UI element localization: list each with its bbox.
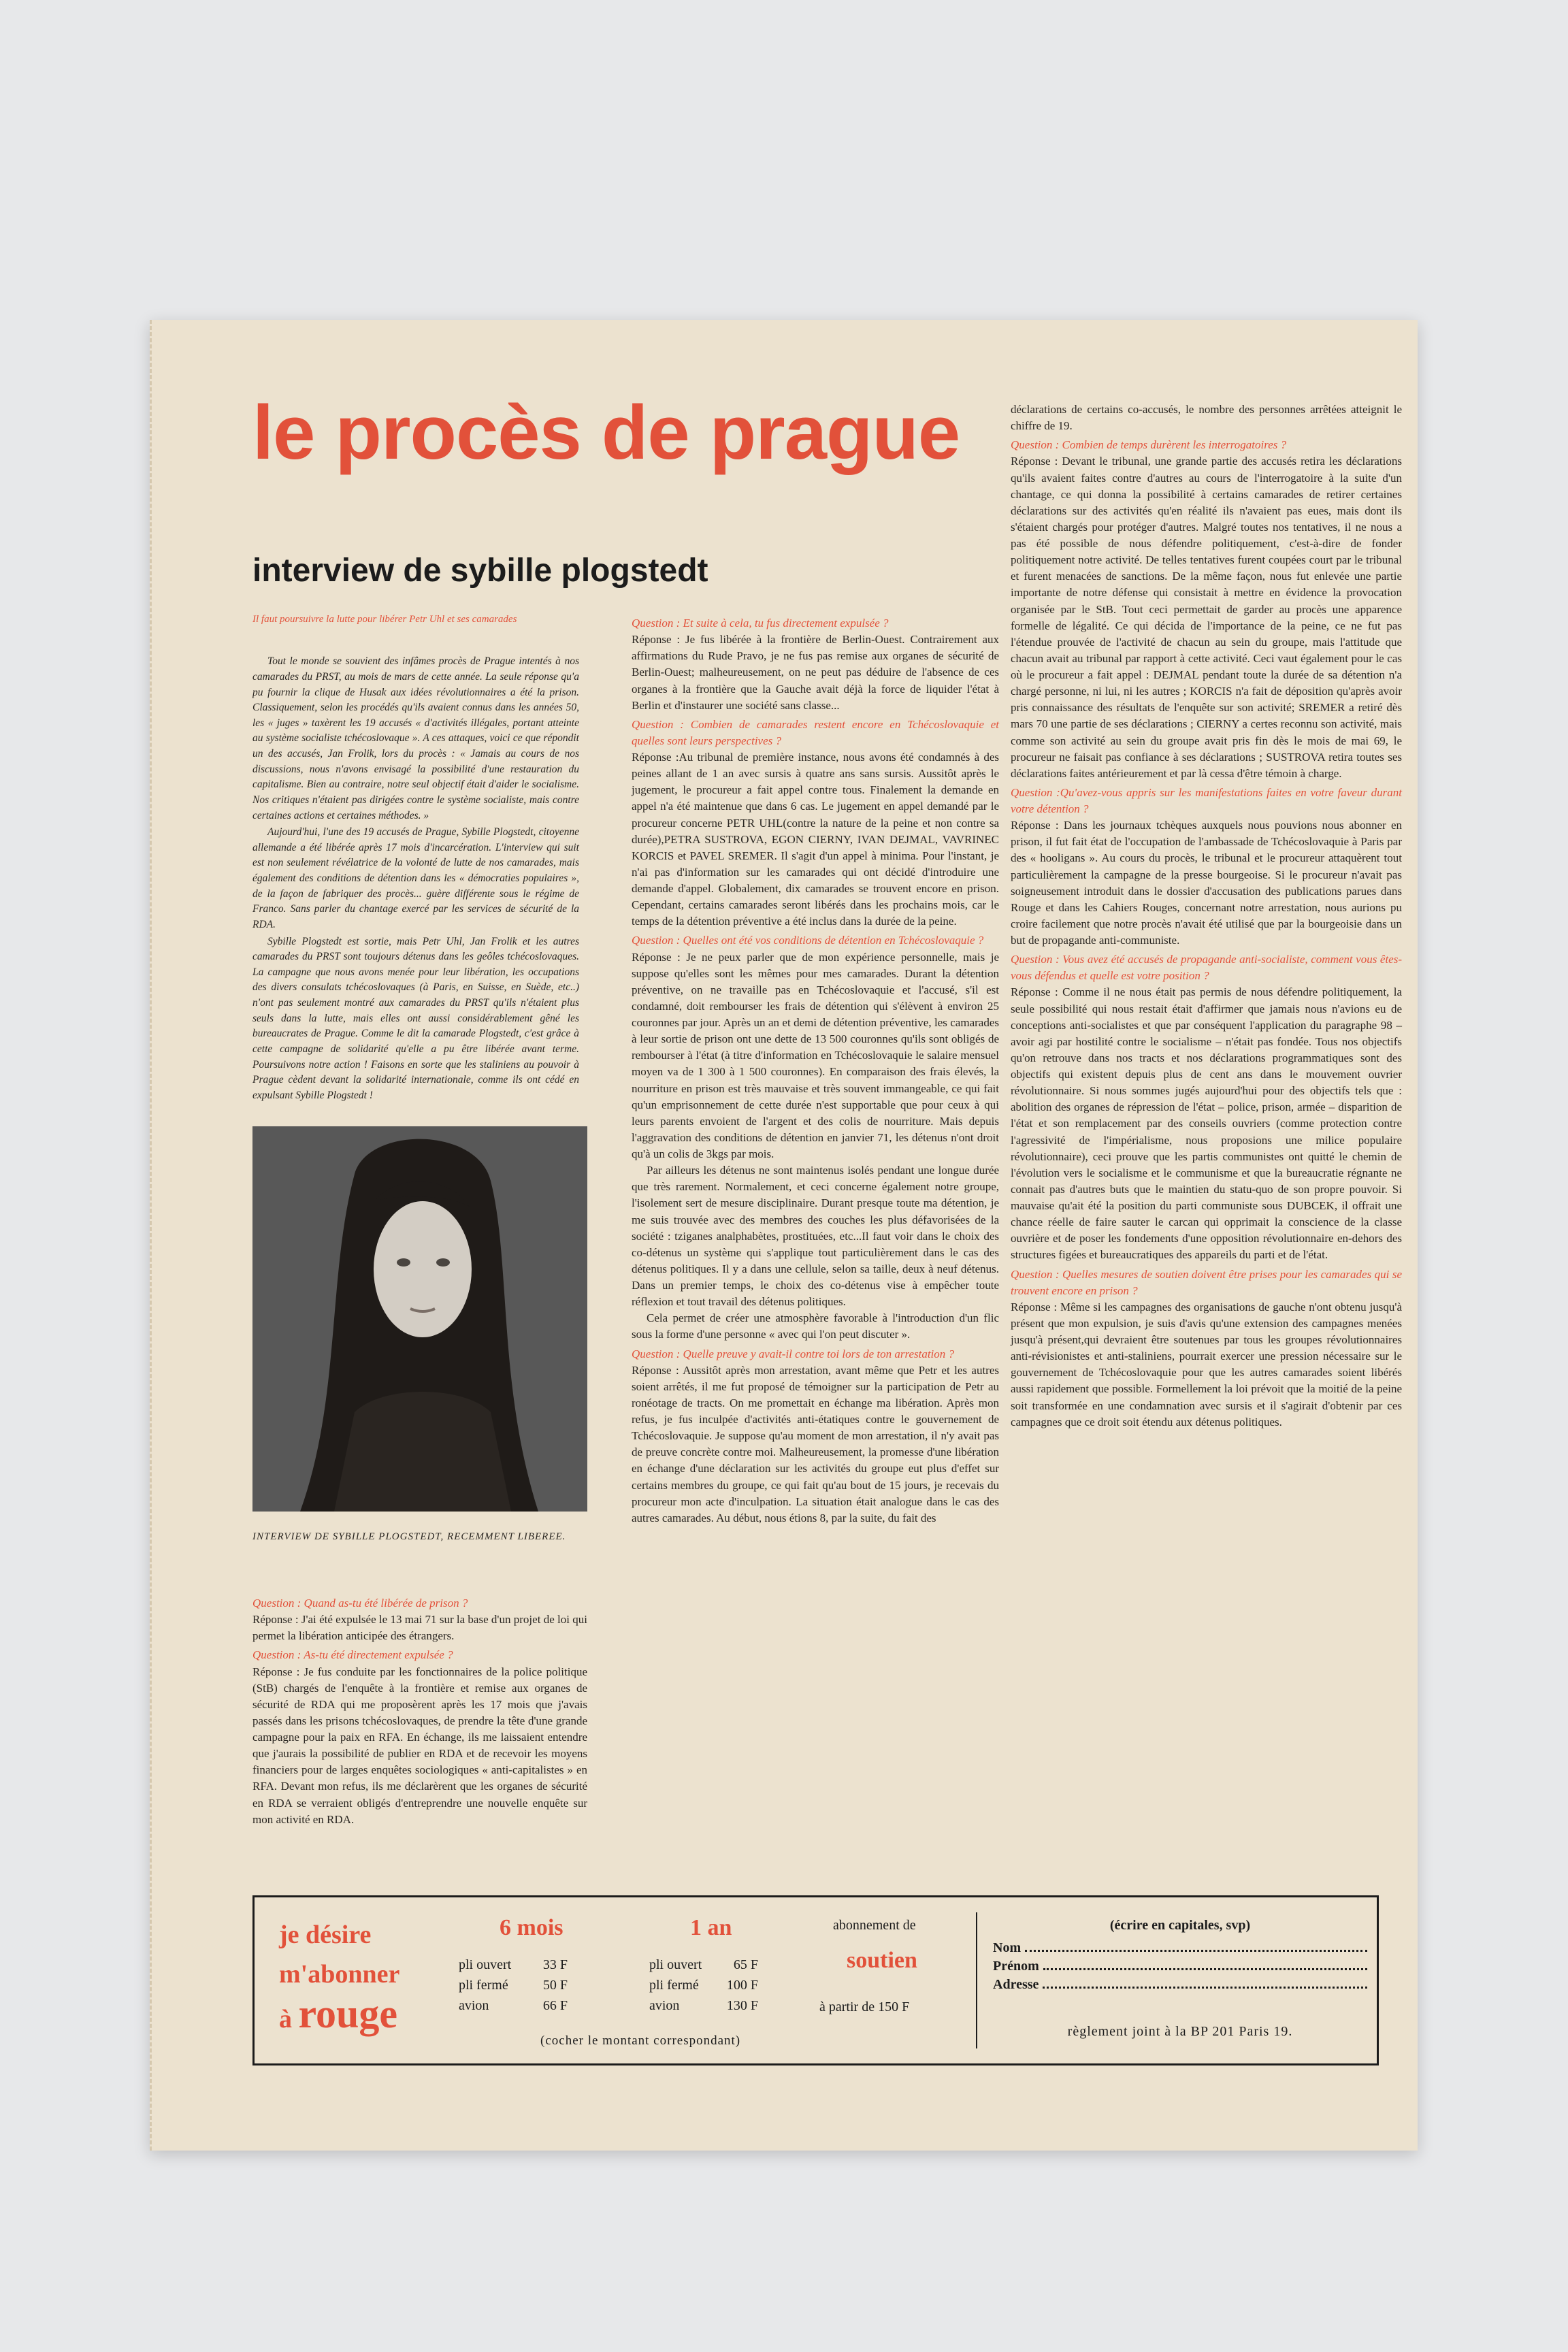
support-top: abonnement de [833, 1918, 916, 1933]
answer: Réponse :Au tribunal de première instance, nous avons été condamnés à des peines allant de 1 an avec sursis à quatre ans sans sursis. Aussitôt après le jugement, le procureur a fait appel contre tous. Finalement la demande en appel n'a été maintenue que dans 6 cas. Le jugement en appel demandé par le procureur concerne PETR UHL(contre la nature de la peine et non contre sa durée),PETRA SUSTROVA, EGON CIERNY, IVAN DEJMAL, VAVRINEC KORCIS et PAVEL SREMER. Il s'agit d'un appel à minima. Pour l'instant, je n'ai pas d'information sur les camarades qui ont décidé d'introduire une demande d'appel. Globalement, dix camarades se trouvent encore en prison. Cependant, certains camarades seront libérés dans les prochains mois, car le temps de la détention préventive a été inclus dans la durée de la peine. [632, 751, 999, 928]
intro-paragraph: Sybille Plogstedt est sortie, mais Petr Uhl, Jan Frolik et les autres camarades du PRST sont toujours détenus dans les geôles tchécoslovaques. La campagne que nous avons menée pour leur libération, les occupations des divers consulats tchécoslovaques (à Paris, en Suisse, en Suède, etc..) n'ont pas seulement montré aux camarades du PRST qu'ils n'étaient plus seuls dans la lutte, mais elles ont aussi considérablement gêné les bureaucrates de Prague. Comme le dit la camarade Plogstedt, c'est grâce à cette campagne de solidarité qu'elle a pu être libérée avant terme. Poursuivons notre action ! Faisons en sorte que les staliniens au pouvoir à Prague cèdent devant la solidarité internationale, comme ils ont cédé en expulsant Sybille Plogstedt ! [252, 935, 579, 1101]
form-instruction: (écrire en capitales, svp) [1109, 1918, 1251, 1933]
name-field[interactable] [993, 1940, 1367, 1956]
column-1-intro [252, 612, 579, 1105]
question: Question : Quelle preuve y avait-il contre toi lors de ton arrestation ? [632, 1347, 955, 1360]
question: Question : Vous avez été accusés de propagande anti-socialiste, comment vous êtes-vous défendus et quelle est votre position ? [1011, 953, 1402, 983]
answer: Réponse : Comme il ne nous était pas permis de nous défendre politiquement, la seule possibilité qui nous restait était d'affirmer que jamais nous n'avions eu de conceptions anti-socialistes et que par conséquent l'application du paragraphe 98 – avoir agi par hostilité contre le socialisme – n'était pas fondée. Tous nos objectifs qu'on retrouve dans nos tracts et nos déclarations programmatiques sont des objectifs qui existent depuis plus de cent ans dans le mouvement ouvrier révolutionnaire. Si nous sommes jugés aujourd'hui pour des objectifs tels que : abolition des organes de répression de l'état – police, prison, armée – disparition de l'état et son remplacement par des conseils ouvriers (comme protection contre l'agressivité de l'impérialisme, nous proposions une milice populaire révolutionnaire), ceci prouve que les partis communistes ont quitté le chemin de l'évolution vers le socialisme et le communisme et que la bureaucratie régnante ne connait pas d'autres buts que le maintien du statu-quo de son propre pouvoir. Si mauvaise qu'ait été la position du parti communiste sous DUBCEK, il offrait une chance réelle de faire sauter le carcan qui opprimait la conscience de la classe ouvrière et de poser les fondements d'une opposition révolutionnaire en-dehors des structures figées et bureaucratiques des appareils du parti et de l'état. [1011, 985, 1402, 1262]
field-label: Prénom [993, 1959, 1039, 1974]
rate-label: pli ouvert [649, 1957, 702, 1972]
photo-caption: INTERVIEW DE SYBILLE PLOGSTEDT, RECEMMENT LIBEREE. [252, 1531, 566, 1542]
rate-value: 50 F [542, 1978, 568, 1993]
field-label: Adresse [993, 1977, 1039, 1992]
headline-word: à [279, 2005, 292, 2034]
article-subtitle: interview de sybille plogstedt [252, 553, 708, 589]
rate-value: 66 F [542, 1998, 568, 2013]
rate-label: avion [459, 1998, 489, 2013]
headline-line: m'abonner [279, 1960, 400, 1989]
rouge-logo: rouge [298, 1991, 398, 2036]
firstname-field[interactable] [993, 1959, 1367, 1974]
rate-option[interactable] [459, 1955, 568, 1975]
rate-option[interactable] [649, 1995, 758, 2016]
rate-option[interactable] [459, 1995, 568, 2016]
support-amount: à partir de 150 F [819, 1999, 910, 2014]
portrait-illustration [252, 1126, 587, 1512]
question: Question : Et suite à cela, tu fus directement expulsée ? [632, 617, 889, 630]
rate-value: 33 F [542, 1957, 568, 1972]
answer: Réponse : J'ai été expulsée le 13 mai 71 sur la base d'un projet de loi qui permet la libération anticipée des étrangers. [252, 1613, 587, 1643]
answer-paragraph: Cela permet de créer une atmosphère favorable à l'introduction d'un flic sous la forme d'une personne « avec qui l'on peut discuter ». [632, 1311, 999, 1341]
portrait-photo [252, 1126, 587, 1512]
address-form [993, 1918, 1367, 2040]
question: Question :Qu'avez-vous appris sur les manifestations faites en votre faveur durant votre détention ? [1011, 785, 1402, 815]
article-title: le procès de prague [252, 390, 960, 475]
rate-value: 130 F [726, 1998, 758, 2013]
six-months-options[interactable] [459, 1955, 568, 2016]
six-months-heading: 6 mois [500, 1915, 564, 1940]
one-year-heading: 1 an [690, 1915, 732, 1940]
answer-continued: déclarations de certains co-accusés, le nombre des personnes arrêtées atteignit le chiffre de 19. [1011, 403, 1402, 433]
intro-paragraph: Tout le monde se souvient des infâmes procès de Prague intentés à nos camarades du PRST, au mois de mars de cette année. La seule réponse qu'a pu fournir la clique de Husak aux idées révolutionnaires a été la prison. Classiquement, selon les procédés qu'ils avaient connus dans les années 50, les « juges » taxèrent les 19 accusés « d'activités illégales, portant atteinte au système socialiste tchécoslovaque ». A ces attaques, voici ce que répondit un des accusés, Jan Frolik, lors du procès : « Jamais au cours de nos discussions, nous n'avons envisagé la possibilité d'une restauration du capitalisme. Bien au contraire, notre seul objectif était d'aider le socialisme. Nos critiques n'étaient pas dirigées contre le système socialiste, mais contre certaines actions et certaines méthodes. » [252, 655, 579, 821]
field-line[interactable] [1025, 1940, 1367, 1952]
answer: Réponse : Même si les campagnes des organisations de gauche n'ont obtenu jusqu'à présent que mon expulsion, je suis d'avis qu'une extension des campagnes menées jusqu'à présent,qui devraient être soutenues par tous les groupes révolutionnaires anti-révisionistes et anti-staliniens, pourrait exercer une pression nécessaire sur le gouvernement de Tchécoslovaquie pour que les autres camarades soient libérés aussi rapidement que possible. Formellement la loi prévoit que la moitié de la peine soit transformée en une condamnation avec sursis et il s'agirait d'obtenir par ces campagnes que ce droit soit étendu aux détenus politiques. [1011, 1300, 1402, 1428]
headline-line: je désire [279, 1921, 372, 1949]
rate-option[interactable] [649, 1975, 758, 1995]
support-heading[interactable]: soutien [847, 1948, 917, 1973]
rate-value: 65 F [733, 1957, 758, 1972]
kicker: Il faut poursuivre la lutte pour libérer Petr Uhl et ses camarades [252, 614, 517, 625]
rate-option[interactable] [649, 1955, 758, 1975]
one-year-options[interactable] [649, 1955, 758, 2016]
intro-paragraph: Aujourd'hui, l'une des 19 accusés de Prague, Sybille Plogstedt, citoyenne allemande a été libérée après 17 mois d'incarcération. L'interview qui suit est non seulement révélatrice de la volonté de lutte de nos camarades, mais également des conditions de détention dans les « démocraties populaires », de la façon de fabriquer des procès... guère différente sous le régime de Franco. Sans parler du chantage exercé par les services de sécurité de la RDA. [252, 826, 579, 930]
column-1-qa [252, 1592, 587, 1828]
question: Question : As-tu été directement expulsée ? [252, 1648, 453, 1662]
subscription-box [252, 1895, 1379, 2065]
question: Question : Combien de temps durèrent les interrogatoires ? [1011, 438, 1287, 452]
rate-label: pli fermé [649, 1978, 699, 1993]
answer: Réponse : Je fus libérée à la frontière de Berlin-Ouest. Contrairement aux affirmations du Rude Pravo, je ne fus pas remise aux organes de sécurité de Berlin-Ouest; malheureusement, on ne peut pas déduire de l'absence de ces organes à la frontière que la Gauche avait déjà la force de liquider l'état à Berlin et d'instaurer une société sans classe... [632, 633, 999, 712]
answer: Réponse : Je ne peux parler que de mon expérience personnelle, mais je suppose qu'elles sont les mêmes pour mes camarades. Durant la détention préventive, on ne travaille pas en Tchécoslovaquie et l'accusé, s'il est condamné, doit rembourser les frais de détention qui s'élèvent à environ 25 couronnes par jour. Après un an et demi de détention préventive, les camarades à leur sortie de prison ont une dette de 13 500 couronnes qu'ils sont obligés de rembourser à l'état (à titre d'information en Tchécoslovaquie le salaire mensuel moyen va de 1 300 à 1 500 couronnes). En comparaison des frais élevés, la nourriture en prison est très mauvaise et très souvent immangeable, ce qui fait qu'un emprisonnement de cette durée n'est supportable que pour ceux à qui leurs parents envoient de l'argent et des colis de nourriture. Mais depuis l'aggravation des conditions de détention en janvier 71, les détenus n'ont droit qu'à un colis de 3kgs par mois. [632, 950, 999, 1160]
rate-option[interactable] [459, 1975, 568, 1995]
divider [976, 1912, 977, 2048]
field-label: Nom [993, 1940, 1022, 1955]
answer: Réponse : Devant le tribunal, une grande partie des accusés retira les déclarations qu'ils avaient faites contre d'autres au cours de l'interrogatoire à la suite d'un chantage, ce qui donna la possibilité à certains camarades de retirer certaines déclarations sur des activités qu'en réalité ils n'avaient pas eues, mais dont ils s'étaient chargés pour protéger d'autres. Malgré toutes nos tentatives, il ne nous a pas été possible de nous défendre politiquement, c'est-à-dire de fonder politiquement notre activité. De telles tentatives furent coupées court par le tribunal et furent menacées de sanctions. De la même façon, nous fut enlevée une partie importante de notre défense qui consistait à mettre en évidence la provocation organisée par le StB. Tout ceci permettait de garder au procès une apparence formelle de légalité. Ce qui décida de l'importance de la peine, ce ne fut pas l'étendue prouvée de l'activité de chacun au sein du groupe, mais l'attitude que chacun avait au tribunal par rapport à cette activité. Ceci vaut également pour le cas où le procureur a fait appel : DEJMAL pendant toute la durée de sa détention n'a chargé personne, ni lui, ni les autres ; KORCIS n'a fait de déposition qu'après avoir pris connaissance des résultats de l'enquête sur son activité; SREMER a retiré dès mars 70 une partie de ses déclarations ; CIERNY a certes reconnu son activité, mais comme son activité au sein du groupe avait pris fin dès le mois de mai 69, le procureur ne faisait pas confiance à ses déclarations ; SUSTROVA retira toutes ses déclarations faites antérieurement et par là cessa d'être témoin à charge. [1011, 455, 1402, 780]
rate-label: pli fermé [459, 1978, 508, 1993]
answer-paragraph: Par ailleurs les détenus ne sont maintenus isolés pendant une longue durée que très rarement. Normalement, et ceci concerne également notre groupe, l'isolement sert de mesure disciplinaire. Durant presque toute ma détention, je me suis trouvée avec des membres des couches les plus défavorisées de la société : tziganes analphabètes, prostituées, etc...Il faut voir dans le choix des co-détenus un système qui s'applique tout particulièrement dans le cas des détenus politiques. Il y a dans une cellule, selon sa taille, deux à neuf détenus. Dans un premier temps, le choix des co-détenus vise à empêcher toute réflexion et tout travail des détenus politiques. [632, 1164, 999, 1309]
question: Question : Quelles mesures de soutien doivent être prises pour les camarades qui se trouvent encore en prison ? [1011, 1267, 1402, 1297]
answer: Réponse : Je fus conduite par les fonctionnaires de la police politique (StB) chargés de l'enquête à la frontière et remise aux organes de sécurité de RDA qui me proposèrent après les 17 mois que j'avais passés dans les prisons tchécoslovaques, de prendre la tête d'une grande campagne pour la paix en RFA. En échange, ils me laissaient entendre que j'aurais la possibilité de publier en RDA et de recevoir les moyens financiers pour de larges enquêtes sociologiques « anti-capitalistes » en RFA. Devant mon refus, ils me déclarèrent que les organes de sécurité en RDA se verraient obligés d'entreprendre une nouvelle enquête sur mon activité en RDA. [252, 1665, 587, 1826]
question: Question : Quand as-tu été libérée de prison ? [252, 1597, 468, 1610]
rate-label: avion [649, 1998, 680, 2013]
answer: Réponse : Aussitôt après mon arrestation, avant même que Petr et les autres soient arrêtés, il me fut proposé de témoigner sur la participation de Petr au ronéotage de tracts. On me promettait en échange ma libération. Après mon refus, je fus inculpée d'activités anti-étatiques contre le gouvernement de Tchécoslovaquie. Je suppose qu'au moment de mon arrestation, il n'y avait pas de preuve concrète contre moi. Malheureusement, la promesse d'une libération en échange d'une déclaration sur les activités du groupe eut plus d'effet sur certains membres du groupe, ce qui fait qu'au bout de 15 jours, je recevais du procureur mon acte d'inculpation. La situation était analogue dans le cas des autres camarades. Au début, nous étions 8, par la suite, du fait des [632, 1363, 999, 1524]
newspaper-page [150, 320, 1418, 2151]
rate-label: pli ouvert [459, 1957, 512, 1972]
field-line[interactable] [1043, 1977, 1367, 1989]
headline-line [279, 1991, 399, 2039]
field-line[interactable] [1043, 1959, 1367, 1970]
check-note: (cocher le montant correspondant) [540, 2034, 741, 2048]
payment-note: règlement joint à la BP 201 Paris 19. [1067, 2024, 1293, 2039]
column-3 [1011, 402, 1402, 1431]
column-2 [632, 612, 999, 1526]
address-field[interactable] [993, 1977, 1367, 1993]
question: Question : Combien de camarades restent encore en Tchécoslovaquie et quelles sont leurs perspectives ? [632, 717, 999, 747]
rate-value: 100 F [726, 1978, 758, 1993]
subscription-headline [279, 1915, 399, 2039]
answer: Réponse : Dans les journaux tchèques auxquels nous pouvions nous abonner en prison, il fut fait état de l'occupation de l'ambassade de Tchécoslovaquie à Paris par des « hooligans ». Au cours du procès, le tribunal et le procureur attaquèrent tout particulièrement la campagne de la presse bourgeoise. Si le procureur n'avait pas soigneusement introduit dans le dossier d'accusation des publications parues dans Rouge et dans les Cahiers Rouges, concernant notre arrestation, nous aurions pu croire facilement que notre procès n'avait été utilisé que par la bourgeoisie dans un but de propagande anti-communiste. [1011, 819, 1402, 947]
intro-text [252, 654, 579, 1103]
question: Question : Quelles ont été vos conditions de détention en Tchécoslovaquie ? [632, 934, 984, 947]
